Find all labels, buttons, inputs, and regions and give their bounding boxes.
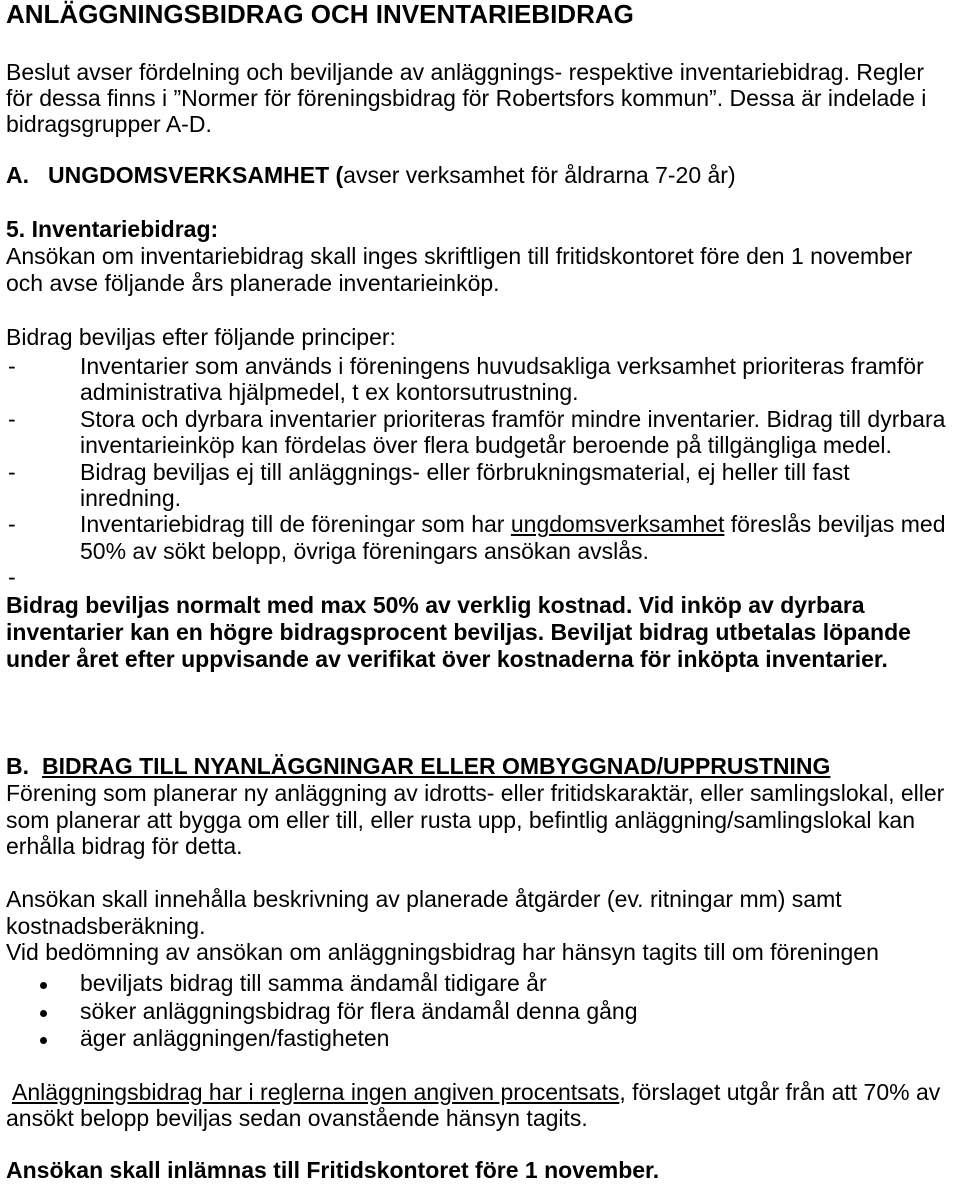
section-b-label: B. bbox=[6, 753, 29, 779]
intro-line: för dessa finns i ”Normer för föreningsbidrag för Robertsfors kommun”. Dessa är indelade i bbox=[6, 85, 927, 111]
application-paragraph bbox=[6, 886, 879, 966]
underlined-statement: Anläggningsbidrag har i reglerna ingen angiven procentsats bbox=[12, 1079, 620, 1105]
bullet-icon bbox=[40, 1010, 47, 1017]
bullet-icon bbox=[40, 1037, 47, 1044]
inventory-grant-heading: 5. Inventariebidrag: bbox=[6, 216, 219, 242]
section-b-heading bbox=[6, 753, 830, 779]
percentage-note bbox=[6, 1079, 940, 1131]
grant-rule-line: inventarier kan en högre bidragsprocent beviljas. Beviljat bidrag utbetalas löpande bbox=[6, 619, 911, 645]
intro-line: bidragsgrupper A-D. bbox=[6, 111, 212, 137]
section-a-label: A. bbox=[6, 162, 29, 188]
principle-line bbox=[80, 511, 960, 537]
section-a-heading bbox=[6, 162, 736, 188]
grant-rule-line: Bidrag beviljas normalt med max 50% av verklig kostnad. Vid inköp av dyrbara bbox=[6, 592, 865, 618]
principle-line: inredning. bbox=[80, 485, 182, 512]
document-title bbox=[6, 0, 634, 28]
principle-line: 50% av sökt belopp, övriga föreningars ansökan avslås. bbox=[80, 537, 649, 564]
criterion-item bbox=[6, 998, 960, 1026]
principle-item bbox=[6, 459, 960, 512]
section-a-scope: avser verksamhet för åldrarna 7-20 år) bbox=[343, 162, 736, 188]
grant-rule-line: under året efter uppvisande av verifikat över kostnaderna för inköpta inventarier. bbox=[6, 646, 888, 672]
section-a-title: UNGDOMSVERKSAMHET ( bbox=[48, 162, 344, 188]
inventory-grant-line: och avse följande års planerade inventarieinköp. bbox=[6, 270, 500, 296]
principle-line: Inventarier som används i föreningens huvudsakliga verksamhet prioriteras framför bbox=[80, 353, 924, 379]
dash-marker: - bbox=[8, 564, 16, 591]
principle-text: Inventariebidrag till de föreningar som har bbox=[80, 511, 511, 538]
document-title-text: ANLÄGGNINGSBIDRAG OCH INVENTARIEBIDRAG bbox=[6, 0, 634, 29]
empty-list-item bbox=[6, 564, 960, 590]
dash-marker: - bbox=[8, 458, 16, 485]
criterion-text: beviljats bidrag till samma ändamål tidigare år bbox=[80, 970, 547, 996]
principle-item bbox=[6, 353, 960, 406]
grant-rule-paragraph bbox=[6, 592, 911, 673]
application-line: kostnadsberäkning. bbox=[6, 912, 206, 939]
principle-line: Bidrag beviljas ej till anläggnings- eller förbrukningsmaterial, ej heller till fast bbox=[80, 458, 850, 485]
intro-line: Beslut avser fördelning och beviljande av anläggnings- respektive inventariebidrag. Regler bbox=[6, 59, 924, 85]
bullet-icon bbox=[40, 982, 47, 989]
principle-line: Stora och dyrbara inventarier prioriteras framför mindre inventarier. Bidrag till dyrbara bbox=[80, 405, 946, 432]
principle-line: inventarieinköp kan fördelas över flera budgetår beroende på tillgängliga medel. bbox=[80, 432, 892, 459]
inventory-grant-line: Ansökan om inventariebidrag skall inges skriftligen till fritidskontoret före den 1 november bbox=[6, 243, 913, 269]
deadline-text: Ansökan skall inlämnas till Fritidskontoret före 1 november. bbox=[6, 1157, 660, 1183]
criterion-item bbox=[6, 1025, 960, 1053]
dash-marker: - bbox=[8, 511, 16, 538]
criterion-text: äger anläggningen/fastigheten bbox=[80, 1025, 390, 1051]
dash-marker: - bbox=[8, 353, 16, 379]
application-line: Ansökan skall innehålla beskrivning av planerade åtgärder (ev. ritningar mm) samt bbox=[6, 886, 842, 912]
principles-intro bbox=[6, 324, 396, 350]
principle-text: föreslås beviljas med bbox=[724, 511, 946, 538]
principle-line: administrativa hjälpmedel, t ex kontorsutrustning. bbox=[80, 379, 579, 406]
criterion-item bbox=[6, 970, 960, 998]
section-b-intro-line: som planerar att bygga om eller till, eller rusta upp, befintlig anläggning/samlingslokal kan bbox=[6, 806, 915, 833]
assessment-intro: Vid bedömning av ansökan om anläggningsbidrag har hänsyn tagits till om föreningen bbox=[6, 939, 879, 965]
deadline-statement bbox=[6, 1157, 659, 1183]
inventory-grant-block bbox=[6, 216, 912, 297]
section-b-intro bbox=[6, 780, 944, 860]
principle-item bbox=[6, 511, 960, 564]
criterion-text: söker anläggningsbidrag för flera ändamål denna gång bbox=[80, 997, 638, 1024]
principle-item bbox=[6, 406, 960, 459]
principles-intro-text: Bidrag beviljas efter följande principer: bbox=[6, 324, 396, 350]
underlined-term: ungdomsverksamhet bbox=[510, 511, 725, 538]
intro-paragraph bbox=[6, 59, 926, 137]
percentage-note-text: , förslaget utgår från att 70% av bbox=[619, 1079, 941, 1105]
percentage-note-line bbox=[6, 1079, 940, 1105]
dash-marker: - bbox=[8, 405, 16, 432]
percentage-note-line: ansökt belopp beviljas sedan ovanstående hänsyn tagits. bbox=[6, 1105, 588, 1131]
section-b-title: BIDRAG TILL NYANLÄGGNINGAR ELLER OMBYGGNAD/UPPRUSTNING bbox=[42, 753, 831, 779]
criteria-list bbox=[6, 970, 960, 1053]
section-b-intro-line: Förening som planerar ny anläggning av idrotts- eller fritidskaraktär, eller samlingslokal, eller bbox=[6, 780, 945, 806]
section-b-intro-line: erhålla bidrag för detta. bbox=[6, 833, 243, 859]
principles-list bbox=[6, 353, 960, 591]
